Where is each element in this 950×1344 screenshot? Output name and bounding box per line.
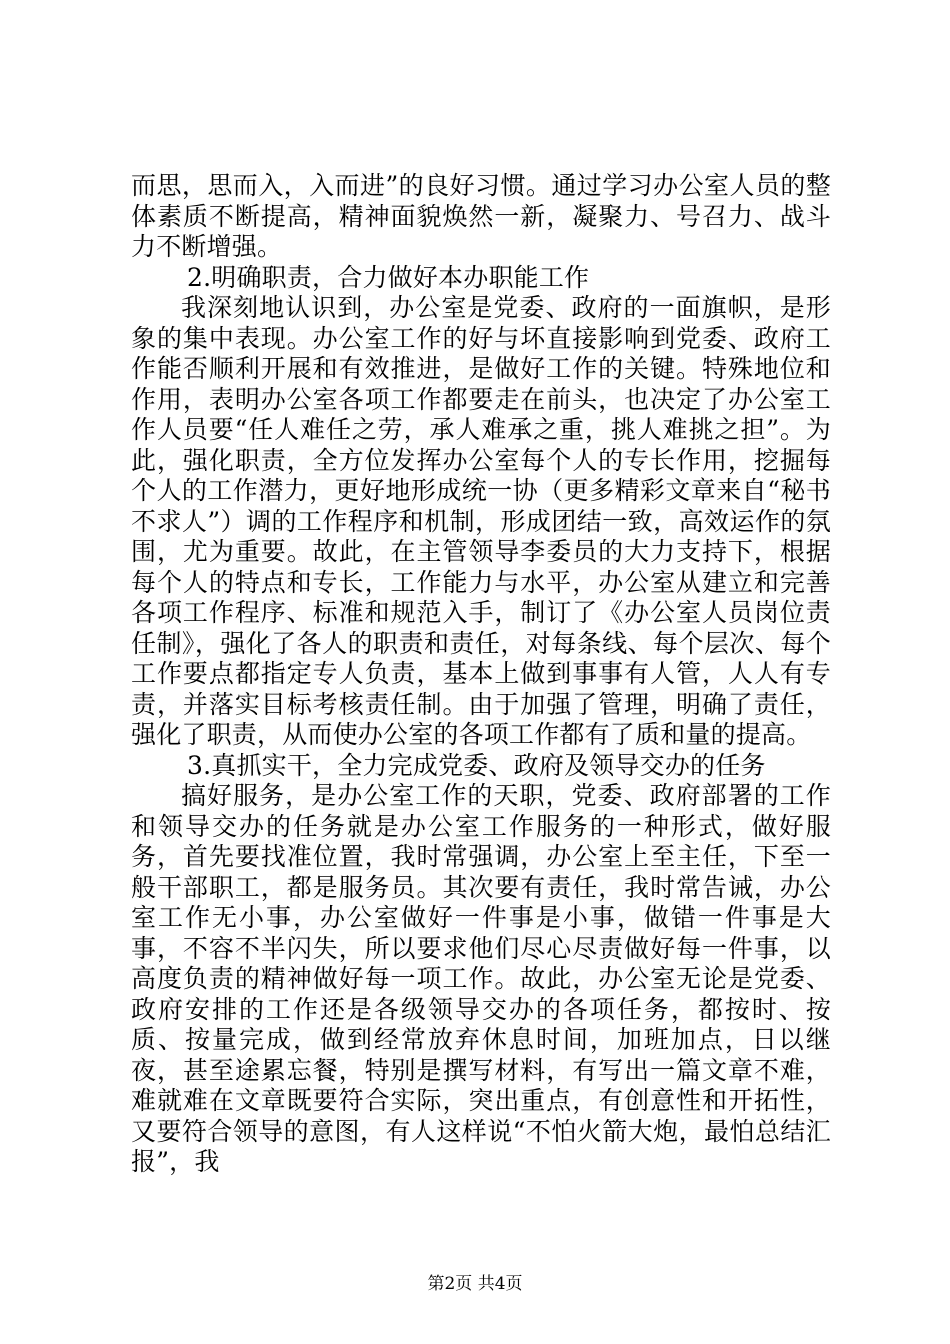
paragraph-service: 搞好服务，是办公室工作的天职，党委、政府部署的工作和领导交办的任务就是办公室工作服务的一种形式，做好服务，首先要找准位置，我时常强调，办公室上至主任，下至一般干部职工，都是服务员。其次要有责任，我时常告诫，办公室工作无小事，办公室做好一件事是小事，做错一件事是大事，不容不半闪失，所以要求他们尽心尽责做好每一件事，以高度负责的精神做好每一项工作。故此，办公室无论是党委、政府安排的工作还是各级领导交办的各项任务，都按时、按质、按量完成，做到经常放弃休息时间，加班加点，日以继夜，甚至途累忘餐，特别是撰写材料，有写出一篇文章不难，难就难在文章既要符合实际，突出重点，有创意性和开拓性，又要符合领导的意图，有人这样说“不怕火箭大炮，最怕总结汇报”，我	[131, 781, 831, 1176]
section-heading-2: 2.明确职责，合力做好本办职能工作	[187, 262, 590, 292]
page-footer: 第2页 共4页	[427, 1274, 523, 1294]
section-heading-3: 3.真抓实干，全力完成党委、政府及领导交办的任务	[187, 750, 766, 780]
document-body	[131, 171, 831, 1178]
paragraph-duties: 我深刻地认识到，办公室是党委、政府的一面旗帜，是形象的集中表现。办公室工作的好与坏直接影响到党委、政府工作能否顺利开展和有效推进，是做好工作的关键。特殊地位和作用，表明办公室各项工作都要走在前头，也决定了办公室工作人员要“任人难任之劳，承人难承之重，挑人难挑之担”。为此，强化职责，全方位发挥办公室每个人的专长作用，挖掘每个人的工作潜力，更好地形成统一协（更多精彩文章来自“秘书不求人”）调的工作程序和机制，形成团结一致，高效运作的氛围，尤为重要。故此，在主管领导李委员的大力支持下，根据每个人的特点和专长，工作能力与水平，办公室从建立和完善各项工作程序、标准和规范入手，制订了《办公室人员岗位责任制》，强化了各人的职责和责任，对每条线、每个层次、每个工作要点都指定专人负责，基本上做到事事有人管，人人有专责，并落实目标考核责任制。由于加强了管理，明确了责任，强化了职责，从而使办公室的各项工作都有了质和量的提高。	[131, 293, 831, 749]
paragraph-continued: 而思，思而入，入而进”的良好习惯。通过学习办公室人员的整体素质不断提高，精神面貌焕然一新，凝聚力、号召力、战斗力不断增强。	[131, 171, 831, 261]
